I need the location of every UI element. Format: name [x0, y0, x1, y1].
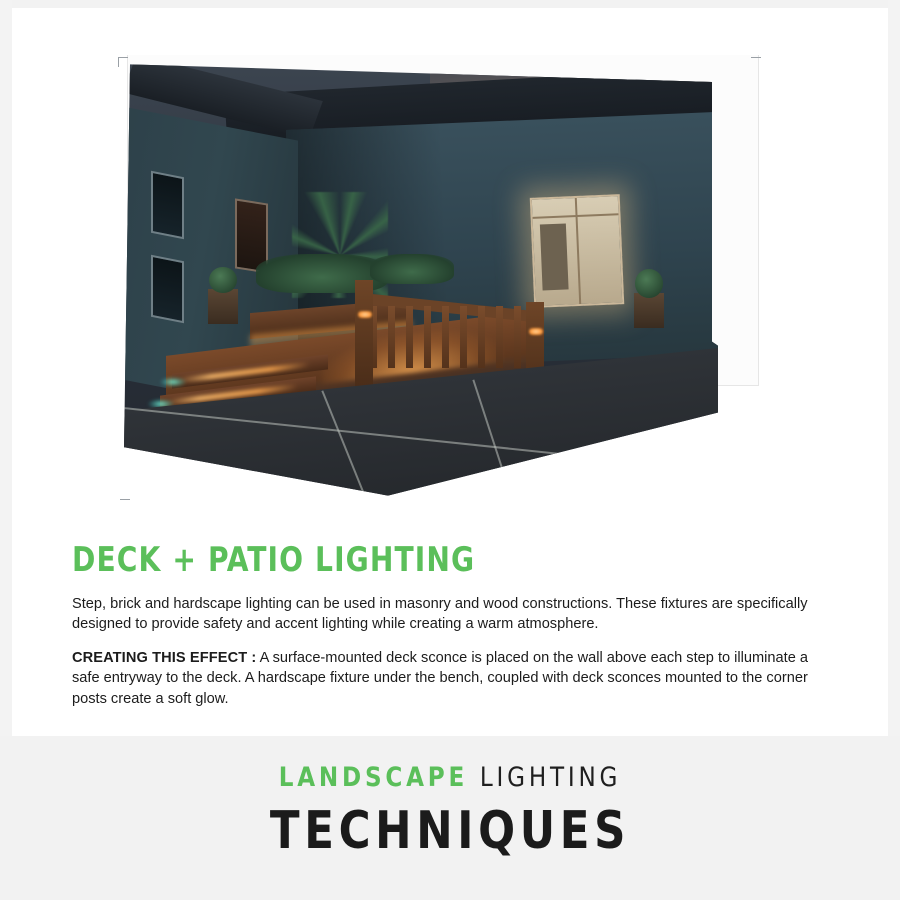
step-accent-glow: [160, 377, 186, 387]
railing-baluster: [496, 306, 503, 368]
illustration: [118, 55, 783, 510]
planting-bed: [370, 254, 454, 285]
page-title: DECK + PATIO LIGHTING: [72, 540, 476, 580]
effect-paragraph-lead: CREATING THIS EFFECT :: [72, 650, 257, 667]
railing-baluster: [406, 306, 413, 368]
railing-baluster: [424, 306, 431, 368]
registration-tick: [120, 499, 130, 500]
footer-landscape-word: LANDSCAPE: [278, 762, 469, 793]
registration-tick: [118, 57, 128, 58]
deck-sconce-right: [529, 328, 543, 335]
planter-pot-left: [208, 289, 238, 324]
description-paragraph: Step, brick and hardscape lighting can be used in masonry and wood constructions. These fixtures are specifically designed to provide safety and accent lighting while creating a warm atmosphere.: [72, 596, 808, 633]
railing-baluster: [478, 306, 485, 368]
effect-paragraph: [72, 648, 820, 708]
railing-baluster: [442, 306, 449, 368]
footer-lighting-word: LIGHTING: [479, 762, 622, 793]
french-doors: [530, 195, 625, 309]
night-scene-render: [118, 60, 718, 500]
railing-baluster: [388, 306, 395, 368]
footer-content: [0, 762, 900, 861]
deck-sconce-left: [358, 311, 372, 318]
illustration-canvas: [118, 55, 783, 510]
footer-line-1: [23, 762, 878, 793]
railing-baluster: [460, 306, 467, 368]
footer-line-2: TECHNIQUES: [269, 801, 631, 861]
effect-paragraph-body: A surface-mounted deck sconce is placed on the wall above each step to illuminate a safe entryway to the deck. A hardscape fixture under the bench, coupled with deck sconces mounted to the corner posts create a soft glow.: [72, 650, 808, 707]
registration-tick: [751, 57, 761, 58]
window-upper-left: [151, 171, 184, 239]
planter-pot-right: [634, 293, 664, 328]
shrub-right: [635, 269, 663, 298]
door-interior-shape: [540, 224, 569, 291]
text-content: [72, 540, 832, 723]
railing-baluster: [514, 306, 521, 368]
registration-tick: [118, 57, 119, 67]
window-lower-left: [151, 255, 184, 323]
top-border: [0, 0, 900, 8]
shrub-left: [209, 267, 237, 293]
footer-band: [0, 736, 900, 900]
